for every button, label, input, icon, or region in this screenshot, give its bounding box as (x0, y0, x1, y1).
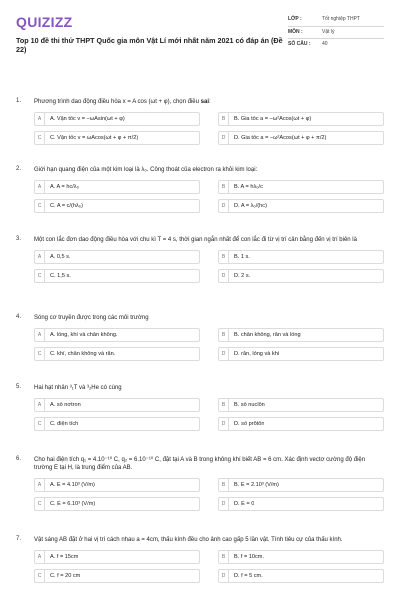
option-c[interactable] (34, 569, 200, 583)
option-a[interactable] (34, 112, 200, 126)
option-letter: B (219, 399, 229, 411)
option-d[interactable] (218, 131, 384, 145)
option-text: C. 1,5 s. (50, 273, 71, 279)
option-text: B. 1 s. (234, 254, 250, 260)
question-number: 3. (16, 236, 22, 242)
option-letter: A (35, 181, 45, 193)
option-text: C. khí, chân không và rắn. (50, 351, 116, 357)
option-text: D. 2 s. (234, 273, 251, 279)
option-c[interactable] (34, 497, 200, 511)
option-text: A. f = 15cm (50, 554, 79, 560)
question-text: Một con lắc đơn dao động điều hòa với chu kì T = 4 s, thời gian ngắn nhất để con lắc đi từ vị trí cân bằng đến vị trí biên là (34, 237, 357, 243)
option-letter: D (219, 348, 229, 360)
question-number: 4. (16, 314, 22, 320)
quizizz-logo: QUIZIZZ (16, 14, 73, 30)
question-4 (16, 314, 384, 384)
option-a[interactable] (34, 180, 200, 194)
option-a[interactable] (34, 550, 200, 564)
option-text: B. số nuclôn (234, 402, 265, 408)
option-letter: C (35, 418, 45, 430)
question-text: Hai hạt nhân ³₁T và ³₂He có cùng (34, 385, 122, 391)
option-letter: D (219, 200, 229, 212)
option-d[interactable] (218, 269, 384, 283)
option-d[interactable] (218, 417, 384, 431)
option-letter: C (35, 270, 45, 282)
option-letter: B (219, 251, 229, 263)
question-number: 5. (16, 384, 22, 390)
option-text: A. A = hc/λ₀ (50, 184, 79, 190)
option-text: D. E = 0 (234, 501, 255, 507)
question-number: 1. (16, 98, 22, 104)
meta-table (288, 14, 384, 51)
option-b[interactable] (218, 180, 384, 194)
option-a[interactable] (34, 398, 200, 412)
option-text: A. lỏng, khí và chân không. (50, 332, 118, 338)
question-number: 6. (16, 456, 22, 462)
question-number: 2. (16, 166, 22, 172)
option-b[interactable] (218, 398, 384, 412)
question-number: 7. (16, 536, 22, 542)
option-d[interactable] (218, 199, 384, 213)
options-grid (16, 478, 384, 511)
option-letter: A (35, 113, 45, 125)
question-text (34, 98, 384, 106)
question-2 (16, 166, 384, 236)
subject-value: Vật lý (322, 28, 335, 35)
options-grid (16, 550, 384, 583)
option-text: C. điện tích (50, 421, 79, 427)
count-label: SỐ CÂU : (288, 41, 311, 47)
option-a[interactable] (34, 478, 200, 492)
options-grid (16, 250, 384, 283)
option-text: B. Gia tốc a = −ω²Acos(ωt + φ) (234, 116, 312, 122)
question-text-end: : (208, 99, 211, 105)
option-text: B. f = 10cm. (234, 554, 265, 560)
option-letter: C (35, 200, 45, 212)
option-text: C. Vận tốc v = ωAcos(ωt + φ + π/2) (50, 135, 139, 141)
option-letter: A (35, 479, 45, 491)
option-text: D. f = 5 cm. (234, 573, 263, 579)
option-text: B. chân không, rắn và lỏng (234, 332, 301, 338)
option-letter: A (35, 329, 45, 341)
meta-row-subject (288, 27, 384, 40)
question-text-bold: sai (200, 99, 209, 105)
option-letter: A (35, 551, 45, 563)
question-3 (16, 236, 384, 314)
option-letter: A (35, 251, 45, 263)
grade-label: LỚP : (288, 16, 302, 22)
meta-row-count (288, 39, 384, 51)
option-text: A. Vận tốc v = −ωAsin(ωt + φ) (50, 116, 125, 122)
option-letter: D (219, 498, 229, 510)
options-grid (16, 180, 384, 213)
options-grid (16, 328, 384, 361)
option-d[interactable] (218, 347, 384, 361)
question-1 (16, 98, 384, 166)
option-b[interactable] (218, 328, 384, 342)
subject-label: MÔN : (288, 28, 303, 35)
option-letter: D (219, 270, 229, 282)
option-text: D. Gia tốc a = −ω²Acos(ωt + φ + π/2) (234, 135, 327, 141)
question-text: Cho hai điện tích q₁ = 4.10⁻¹⁰ C, q₂ = 6.10⁻¹⁰ C, đặt tại A và B trong không khí biết AB = 6 cm. Xác định vectơ cường độ điện trường E tại H, là trung điểm của AB. (34, 457, 366, 471)
question-list (16, 98, 384, 598)
option-letter: B (219, 329, 229, 341)
question-6 (16, 456, 384, 536)
option-a[interactable] (34, 250, 200, 264)
options-grid (16, 398, 384, 431)
option-text: A. E = 4.10³ (V/m) (50, 482, 95, 488)
option-letter: D (219, 418, 229, 430)
option-text: C. f = 20 cm (50, 573, 81, 579)
option-letter: B (219, 181, 229, 193)
count-value: 40 (322, 41, 328, 47)
option-c[interactable] (34, 269, 200, 283)
option-b[interactable] (218, 478, 384, 492)
option-c[interactable] (34, 131, 200, 145)
question-text: Vật sáng AB đặt ở hai vị trí cách nhau a = 4cm, thấu kính đều cho ảnh cao gấp 5 lần vật. Tính tiêu cự của thấu kính. (34, 537, 343, 543)
option-letter: C (35, 132, 45, 144)
header-left (16, 12, 286, 54)
header (16, 12, 384, 82)
option-text: B. A = hλ₀/c (234, 184, 263, 190)
option-letter: C (35, 570, 45, 582)
document-title: Top 10 đề thi thử THPT Quốc gia môn Vật Lí mới nhất năm 2021 có đáp án (Đề 22) (16, 36, 283, 54)
option-d[interactable] (218, 497, 384, 511)
question-text-part: Phương trình dao động điều hòa x = A cos (ωt + φ), chọn điều (34, 99, 201, 105)
option-text: D. rắn, lỏng và khí (234, 351, 280, 357)
option-letter: D (219, 132, 229, 144)
option-b[interactable] (218, 550, 384, 564)
option-text: C. A = c/(hλ₀) (50, 203, 83, 209)
option-b[interactable] (218, 250, 384, 264)
option-letter: A (35, 399, 45, 411)
option-c[interactable] (34, 199, 200, 213)
question-5 (16, 384, 384, 456)
option-letter: C (35, 498, 45, 510)
grade-value: Tốt nghiệp THPT (322, 16, 360, 22)
question-text: Sóng cơ truyền được trong các môi trường (34, 315, 149, 321)
meta-row-grade (288, 14, 384, 27)
option-text: C. E = 6.10³ (V/m) (50, 501, 96, 507)
option-text: D. A = λ₀/(hc) (234, 203, 267, 209)
option-c[interactable] (34, 347, 200, 361)
option-text: A. 0,5 s. (50, 254, 71, 260)
option-b[interactable] (218, 112, 384, 126)
option-c[interactable] (34, 417, 200, 431)
option-text: B. E = 2.10³ (V/m) (234, 482, 279, 488)
option-letter: D (219, 570, 229, 582)
option-d[interactable] (218, 569, 384, 583)
question-text: Giới hạn quang điện của một kim loại là λ₀. Công thoát của electron ra khỏi kim loại: (34, 167, 258, 173)
question-7 (16, 536, 384, 598)
options-grid (16, 112, 384, 145)
option-a[interactable] (34, 328, 200, 342)
option-text: A. số nơtron (50, 402, 81, 408)
option-letter: B (219, 479, 229, 491)
option-letter: B (219, 551, 229, 563)
option-letter: B (219, 113, 229, 125)
option-letter: C (35, 348, 45, 360)
option-text: D. số prôtôn (234, 421, 265, 427)
